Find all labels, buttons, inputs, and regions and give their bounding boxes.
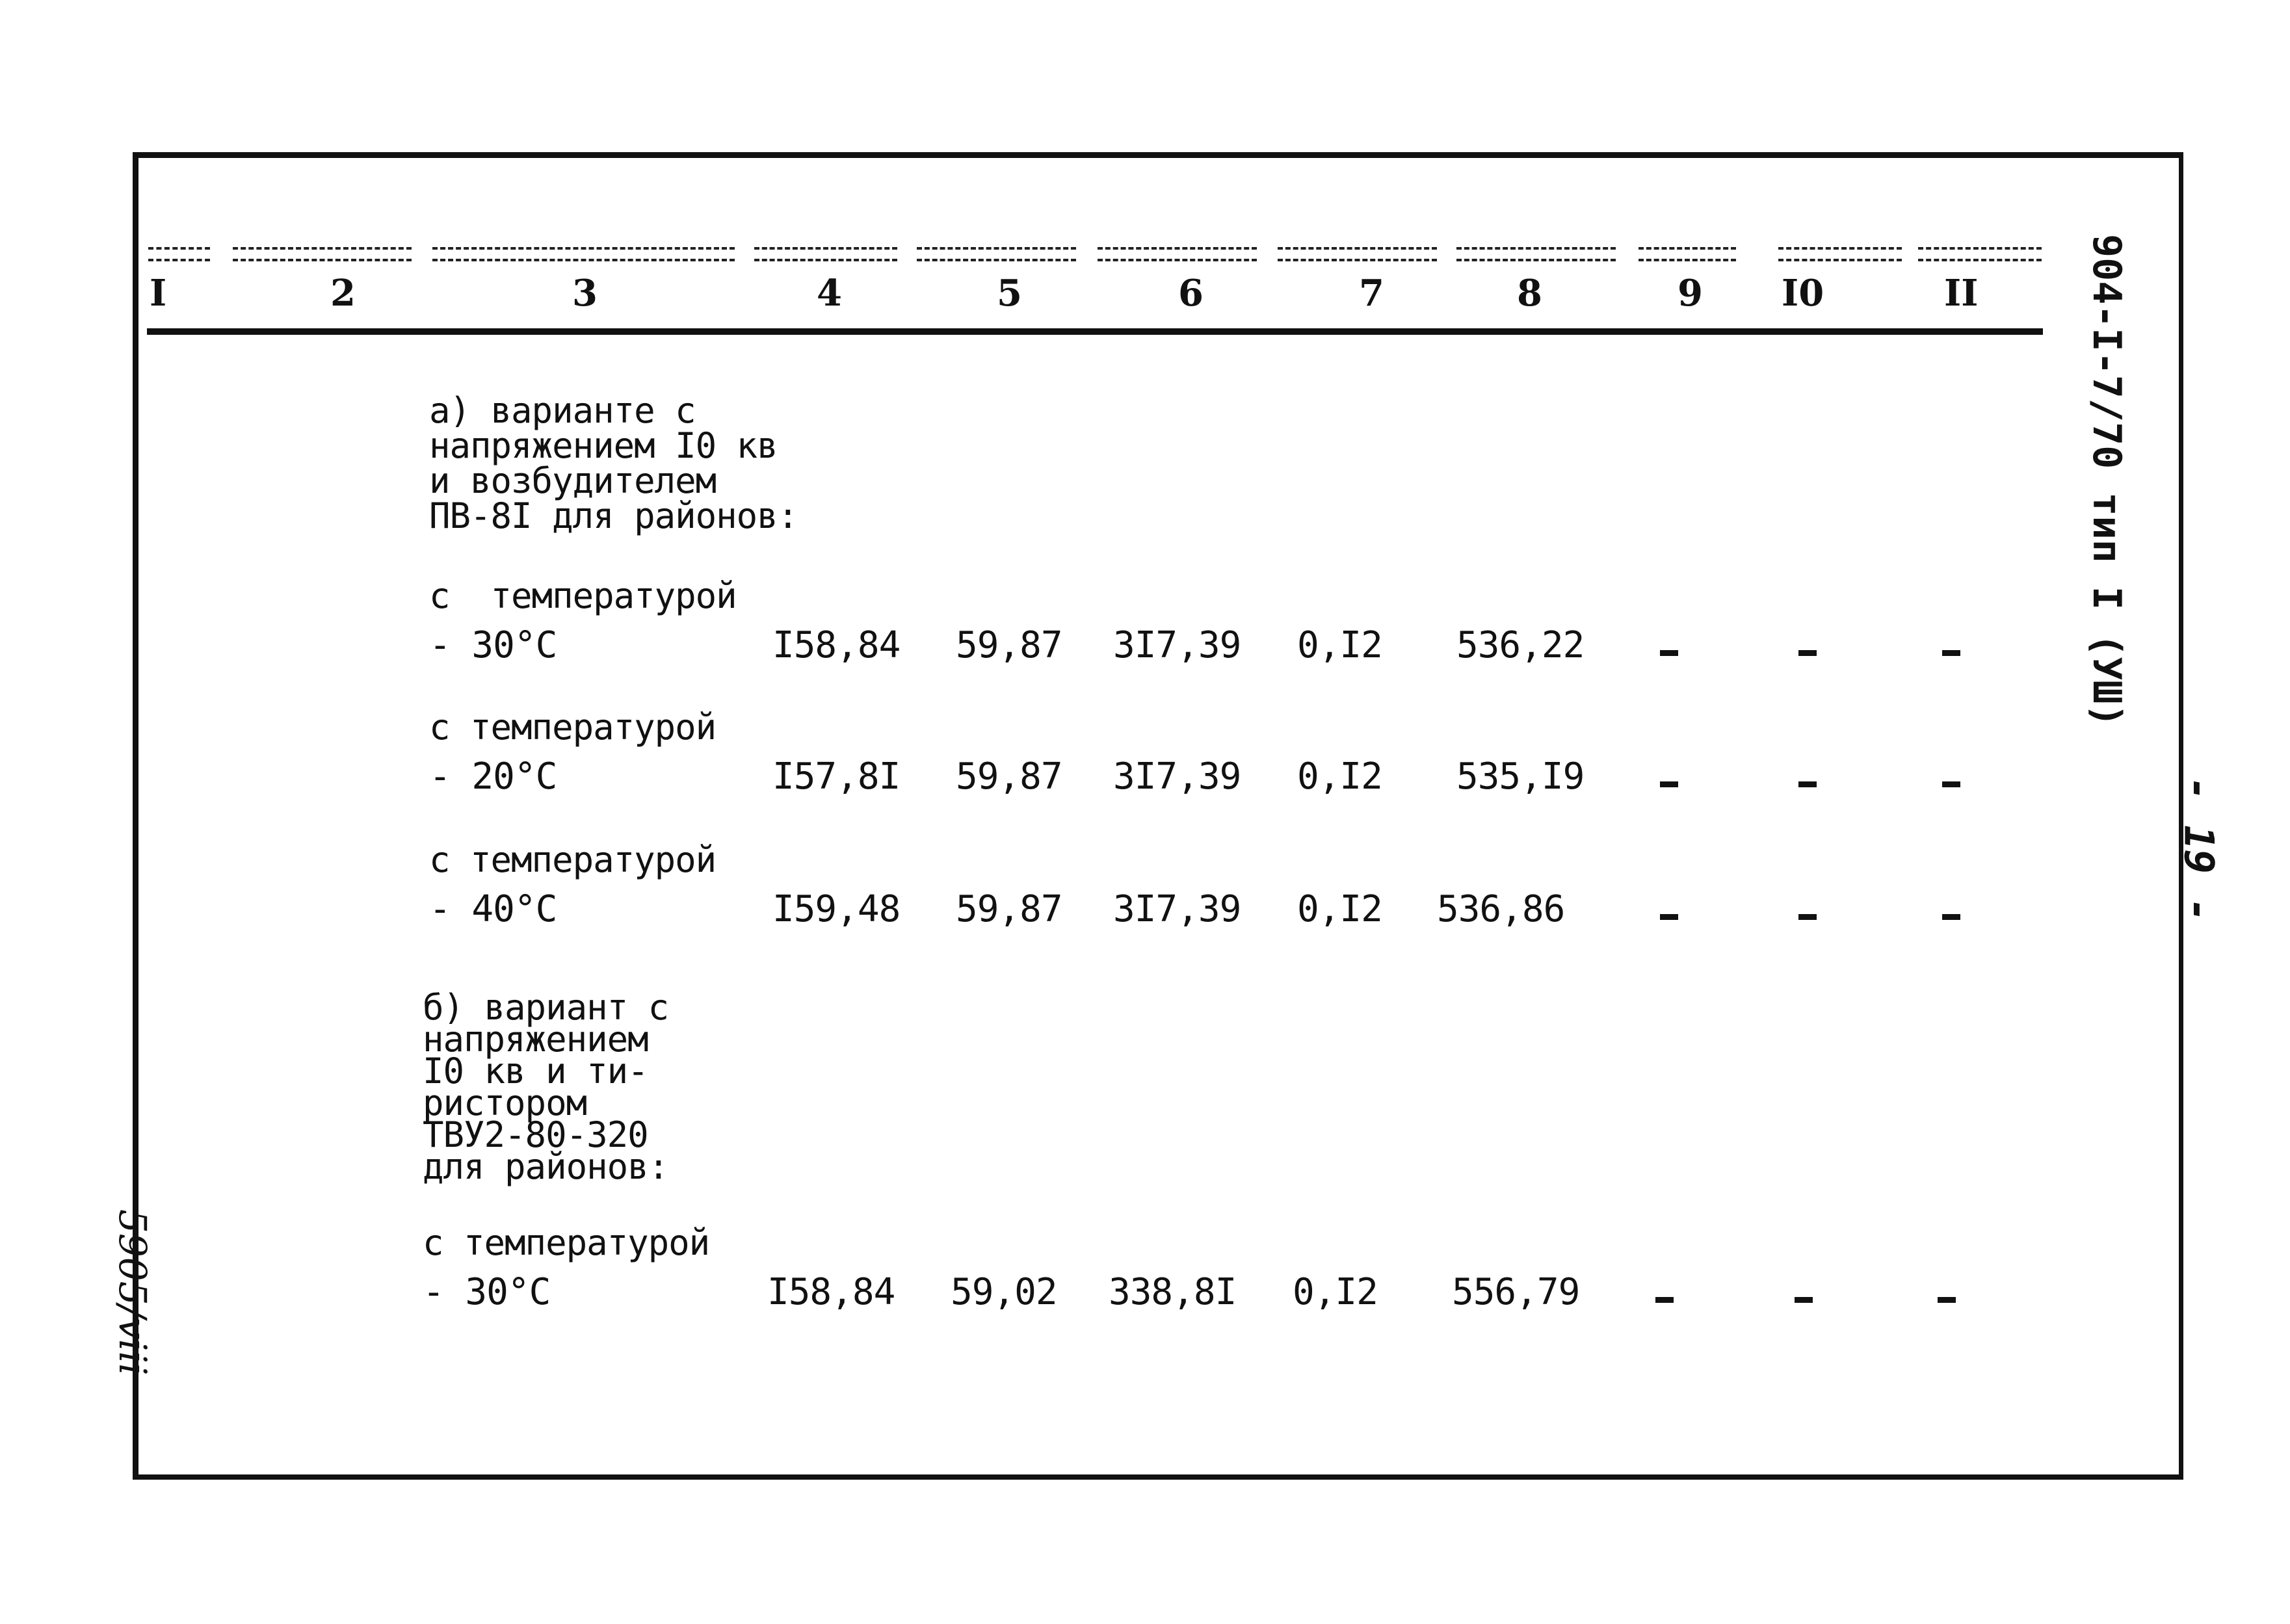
inventory-number-handwritten: 5905/viii [111,1209,155,1376]
cell-col11-dash [1942,650,1960,656]
cell-col4: I59,48 [772,888,901,930]
cell-col5: 59,02 [951,1271,1057,1313]
row-label: с температурой [429,839,717,880]
cell-col5: 59,87 [956,755,1062,798]
cell-col6: 3I7,39 [1113,624,1241,666]
cell-col8: 556,79 [1452,1271,1580,1313]
column-number: I [150,272,167,315]
cell-col10-dash [1798,781,1817,787]
row-label: с температурой [423,1222,710,1263]
row-temperature: - 30°С [423,1271,551,1313]
header-dash-line [917,247,1076,261]
section-heading-b: б) вариант с напряжением I0 кв и ти- ристором ТВУ2-80-320 для районов: [423,987,669,1187]
row-temperature: - 20°С [429,755,557,798]
header-dash-line [1278,247,1437,261]
column-number: 4 [817,272,842,315]
header-dash-line [233,247,412,261]
cell-col9-dash [1655,1297,1674,1303]
row-label: с температурой [429,575,737,616]
cell-col7: 0,I2 [1297,755,1382,798]
header-dash-line [1456,247,1616,261]
cell-col8: 536,22 [1456,624,1585,666]
column-number: 2 [330,272,356,315]
column-number: 6 [1178,272,1204,315]
column-number: 3 [572,272,598,315]
cell-col11-dash [1942,781,1960,787]
row-temperature: - 30°С [429,624,557,666]
cell-col5: 59,87 [956,624,1062,666]
cell-col8: 535,I9 [1456,755,1585,798]
cell-col6: 3I7,39 [1113,888,1241,930]
cell-col4: I58,84 [767,1271,895,1313]
column-number: 9 [1678,272,1703,315]
header-dash-line [754,247,897,261]
cell-col11-dash [1938,1297,1956,1303]
header-dash-line [1918,247,2042,261]
cell-col7: 0,I2 [1297,888,1382,930]
column-number: II [1944,272,1979,315]
cell-col10-dash [1798,650,1817,656]
cell-col11-dash [1942,914,1960,920]
cell-col5: 59,87 [956,888,1062,930]
document-code: 904-I-7/70 тип I (УШ) [2084,234,2129,727]
column-number: 7 [1359,272,1384,315]
cell-col4: I57,8I [772,755,901,798]
cell-col8: 536,86 [1437,888,1565,930]
row-temperature: - 40°С [429,888,557,930]
header-rule [147,328,2043,335]
row-label: с температурой [429,707,717,748]
cell-col10-dash [1798,914,1817,920]
header-dash-line [432,247,735,261]
cell-col7: 0,I2 [1297,624,1382,666]
cell-col6: 338,8I [1109,1271,1237,1313]
header-dash-line [148,247,210,261]
cell-col9-dash [1660,781,1678,787]
column-number: 8 [1517,272,1542,315]
header-dash-line [1639,247,1736,261]
header-dash-line [1098,247,1257,261]
cell-col7: 0,I2 [1293,1271,1378,1313]
header-dash-line [1778,247,1902,261]
cell-col9-dash [1660,914,1678,920]
section-heading-a: а) варианте с напряжением I0 кв и возбудителем ПВ-8I для районов: [429,390,798,536]
column-number: I0 [1782,272,1824,315]
cell-col10-dash [1795,1297,1813,1303]
cell-col9-dash [1660,650,1678,656]
cell-col6: 3I7,39 [1113,755,1241,798]
column-number: 5 [997,272,1022,315]
cell-col4: I58,84 [772,624,901,666]
page-number: - 19 - [2175,776,2223,923]
